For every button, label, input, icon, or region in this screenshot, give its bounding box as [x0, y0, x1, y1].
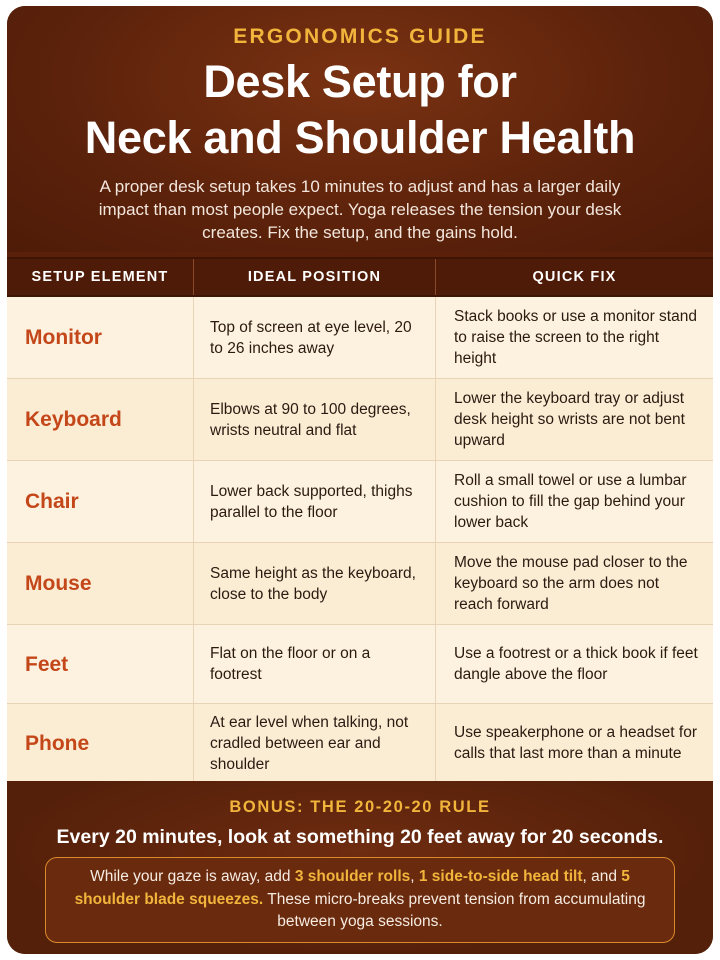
tip-highlight: 1 side-to-side head tilt — [418, 868, 583, 885]
column-header-ideal: IDEAL POSITION — [194, 259, 436, 295]
table-row — [7, 461, 713, 543]
table-row — [7, 297, 713, 379]
ideal-position: Flat on the floor or on a footrest — [194, 625, 436, 703]
tip-text: These micro-breaks prevent tension from accumulating between yoga sessions. — [263, 890, 646, 930]
column-header-fix: QUICK FIX — [532, 269, 617, 285]
guide-card — [7, 6, 713, 954]
element-name: Keyboard — [7, 379, 194, 460]
ideal-position: Top of screen at eye level, 20 to 26 inches away — [194, 297, 436, 378]
element-name: Phone — [7, 704, 194, 782]
ideal-position: Same height as the keyboard, close to the body — [194, 543, 436, 624]
quick-fix: Lower the keyboard tray or adjust desk height so wrists are not bent upward — [454, 390, 685, 449]
title-line-2: Neck and Shoulder Health — [84, 112, 636, 163]
quick-fix: Use a footrest or a thick book if feet dangle above the floor — [454, 645, 698, 683]
ideal-position: At ear level when talking, not cradled between ear and shoulder — [194, 704, 436, 782]
element-name: Feet — [7, 625, 194, 703]
tip-highlight: 3 shoulder rolls — [294, 868, 411, 885]
table-row — [7, 704, 713, 783]
setup-table — [7, 257, 713, 783]
quick-fix: Roll a small towel or use a lumbar cushion to fill the gap behind your lower back — [454, 472, 687, 531]
bonus-label: BONUS: THE 20-20-20 RULE — [229, 798, 491, 816]
tip-text: , — [410, 868, 419, 885]
table-row — [7, 543, 713, 625]
element-name: Monitor — [7, 297, 194, 378]
page-title — [7, 54, 713, 166]
header — [7, 6, 713, 252]
eyebrow-label: ERGONOMICS GUIDE — [233, 25, 487, 48]
element-name: Chair — [7, 461, 194, 542]
element-name: Mouse — [7, 543, 194, 624]
subtitle: A proper desk setup takes 10 minutes to adjust and has a larger daily impact than most people expect. Yoga releases the tension your desk creates. Fix the setup, and the gains hold. — [98, 177, 622, 242]
quick-fix: Move the mouse pad closer to the keyboard so the arm does not reach forward — [454, 554, 688, 613]
table-row — [7, 625, 713, 704]
bonus-rule: Every 20 minutes, look at something 20 feet away for 20 seconds. — [56, 826, 664, 848]
tip-text: , and — [582, 868, 622, 885]
ideal-position: Lower back supported, thighs parallel to the floor — [194, 461, 436, 542]
tip-box — [45, 857, 675, 943]
title-line-1: Desk Setup for — [203, 56, 517, 107]
bonus-section — [7, 781, 713, 954]
table-body — [7, 297, 713, 783]
ideal-position: Elbows at 90 to 100 degrees, wrists neutral and flat — [194, 379, 436, 460]
table-header — [7, 257, 713, 297]
quick-fix: Stack books or use a monitor stand to raise the screen to the right height — [454, 308, 697, 367]
quick-fix: Use speakerphone or a headset for calls that last more than a minute — [454, 724, 697, 762]
tip-highlight: 5 shoulder blade squeezes. — [74, 868, 630, 908]
tip-text: While your gaze is away, add — [90, 868, 295, 885]
column-header-element: SETUP ELEMENT — [7, 259, 194, 295]
table-row — [7, 379, 713, 461]
